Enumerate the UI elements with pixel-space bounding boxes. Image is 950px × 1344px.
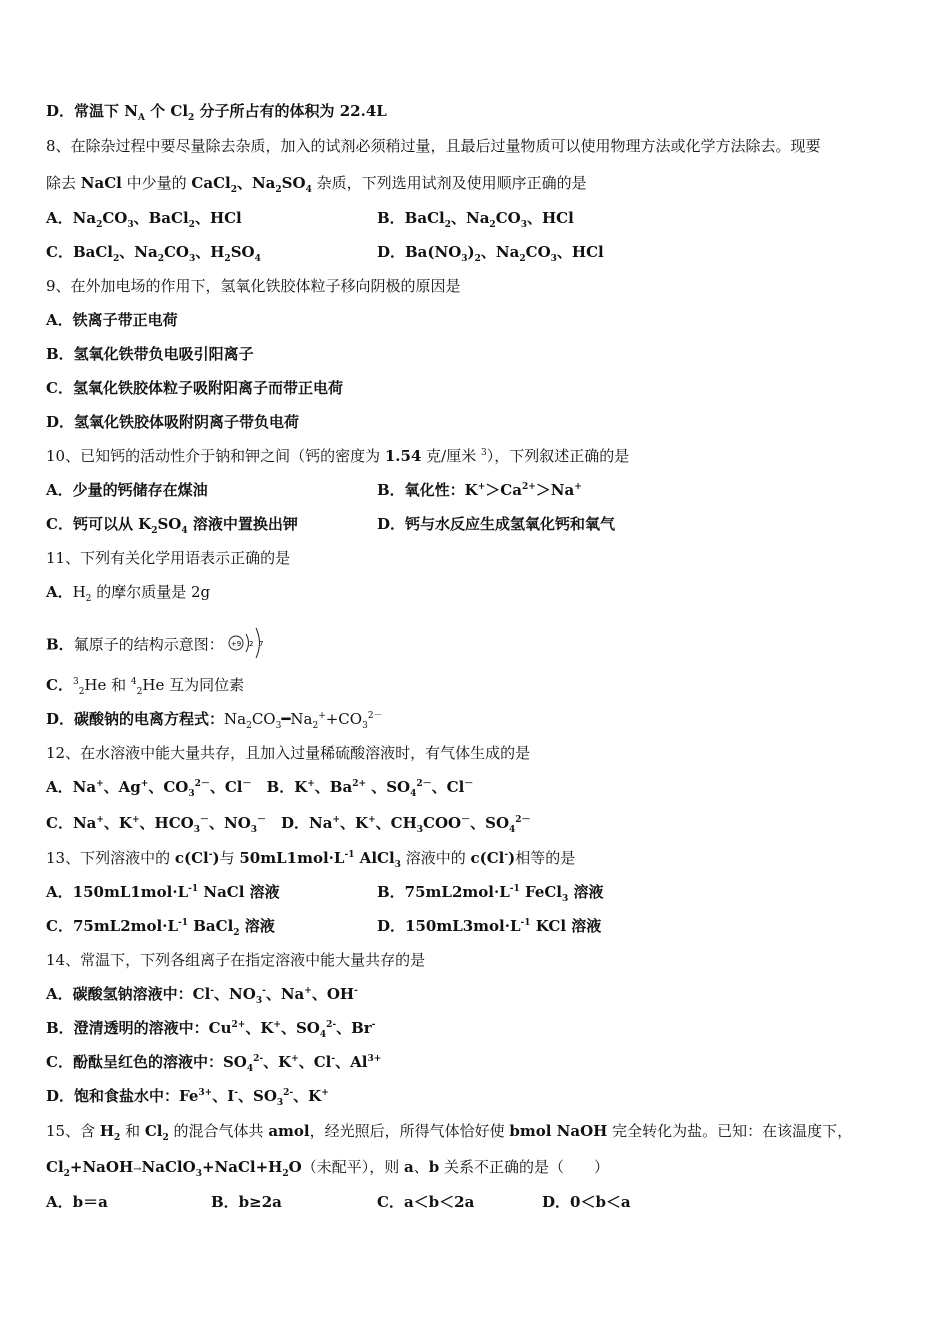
q12-stem: 12、在水溶液中能大量共存，且加入过量稀硫酸溶液时，有气体生成的是 [46, 744, 531, 762]
q11-option-c: C．$^3_2$He 和 $^4_2$He 互为同位素 [46, 676, 245, 697]
q10-stem: 10、已知钙的活动性介于钠和钾之间（钙的密度为 1.54 克/厘米 $^3$），下列叙述正确的是 [46, 447, 630, 465]
q11-option-b: B．氟原子的结构示意图： +9 2 7 [46, 624, 266, 667]
q8-option-b: B．BaCl$_2$、$Na_2CO_3$、HCl [377, 209, 574, 230]
q11-option-d: D．碳酸钠的电离方程式：$Na_2CO_3━Na_2^++CO_3^{2-}$ [46, 710, 383, 731]
q13-option-b: B．$75mL2mol\cdot L^{-1}$ FeCl$_3$ 溶液 [377, 883, 604, 904]
q7-option-d: D．常温下 $N_A$ 个 $Cl_2$ 分子所占有的体积为 22.4L [46, 102, 387, 123]
q9-option-a: A．铁离子带正电荷 [46, 311, 178, 329]
q8-stem-line1: 8、在除杂过程中要尽量除去杂质，加入的试剂必须稍过量，且最后过量物质可以使用物理方法或化学方法除去。现要 [46, 137, 821, 155]
q8-option-c: C．BaCl$_2$、$Na_2CO_3$、$H_2SO_4$ [46, 243, 261, 264]
q12-options-cd: C．Na+、K+、$HCO_3^-$、$NO_3^-$ D．Na+、K+、$CH_3COO^-$、$SO_4^{2-}$ [46, 814, 531, 835]
q15-option-b: B．b≥2a [211, 1193, 282, 1211]
q15-option-d: D．0＜b＜a [542, 1193, 631, 1211]
q11-option-a: A．$H_2$ 的摩尔质量是 2g [46, 583, 211, 604]
q14-option-d: D．饱和食盐水中：$Fe^{3+}$、I-、$SO_3^{2-}$、K+ [46, 1087, 329, 1108]
q10-option-c: C．钙可以从 $K_2SO_4$ 溶液中置换出钾 [46, 515, 298, 536]
fluorine-atom-diagram [226, 624, 266, 667]
shell2-label: 7 [258, 640, 264, 648]
q14-option-c: C．酚酞呈红色的溶液中：$SO_4^{2-}$、K+、Cl-、$Al^{3+}$ [46, 1053, 382, 1074]
nucleus-label: +9 [230, 640, 241, 648]
q10-option-a: A．少量的钙储存在煤油 [46, 481, 208, 499]
q8-option-d: D．$Ba(NO_3)_2$、$Na_2CO_3$、HCl [377, 243, 604, 264]
q8-option-a: A．$Na_2CO_3$、BaCl$_2$、HCl [46, 209, 242, 230]
q13-option-d: D．$150mL3mol\cdot L^{-1}$ KCl 溶液 [377, 917, 602, 935]
q10-option-b: B．氧化性：$K^+>Ca^{2+}>Na^+$ [377, 481, 582, 499]
shell1-label: 2 [248, 640, 254, 648]
q14-stem: 14、常温下，下列各组离子在指定溶液中能大量共存的是 [46, 951, 426, 969]
q15-stem-line2: $Cl_2+NaOH\to NaClO_3+NaCl+H_2O$（未配平），则 a、b 关系不正确的是（ ） [46, 1158, 609, 1179]
q13-option-a: A．$150mL1mol\cdot L^{-1}$ NaCl 溶液 [46, 883, 280, 901]
q10-option-d: D．钙与水反应生成氢氧化钙和氧气 [377, 515, 616, 533]
q14-option-b: B．澄清透明的溶液中：$Cu^{2+}$、K+、$SO_4^{2-}$、Br- [46, 1019, 376, 1040]
q9-stem: 9、在外加电场的作用下，氢氧化铁胶体粒子移向阴极的原因是 [46, 277, 461, 295]
q13-stem: 13、下列溶液中的 c(Cl-)与 $50mL1mol\cdot L^{-1}$ AlCl$_3$ 溶液中的 c(Cl-)相等的是 [46, 849, 576, 870]
q13-option-c: C．$75mL2mol\cdot L^{-1}$ BaCl$_2$ 溶液 [46, 917, 275, 938]
q9-option-d: D．氢氧化铁胶体吸附阴离子带负电荷 [46, 413, 300, 431]
q15-option-a: A．b＝a [46, 1193, 108, 1211]
q8-stem-line2: 除去 NaCl 中少量的 CaCl$_2$、$Na_2SO_4$ 杂质，下列选用试剂及使用顺序正确的是 [46, 174, 587, 195]
q12-options-ab: A．Na+、Ag+、$CO_3^{2-}$、Cl－ B．K+、$Ba^{2+}$ 、$SO_4^{2-}$、Cl－ [46, 778, 474, 799]
q15-stem-line1: 15、含 $H_2$ 和 $Cl_2$ 的混合气体共 amol，经光照后，所得气体恰好使 bmol NaOH 完全转化为盐。已知：在该温度下， [46, 1122, 853, 1143]
q9-option-b: B．氢氧化铁带负电吸引阳离子 [46, 345, 254, 363]
q15-option-c: C．a＜b＜2a [377, 1193, 475, 1211]
q14-option-a: A．碳酸氢钠溶液中：Cl-、$NO_3^-$、Na+、OH- [46, 985, 358, 1006]
q8-options-ab [46, 208, 242, 228]
q11-stem: 11、下列有关化学用语表示正确的是 [46, 549, 291, 567]
q9-option-c: C．氢氧化铁胶体粒子吸附阳离子而带正电荷 [46, 379, 343, 397]
